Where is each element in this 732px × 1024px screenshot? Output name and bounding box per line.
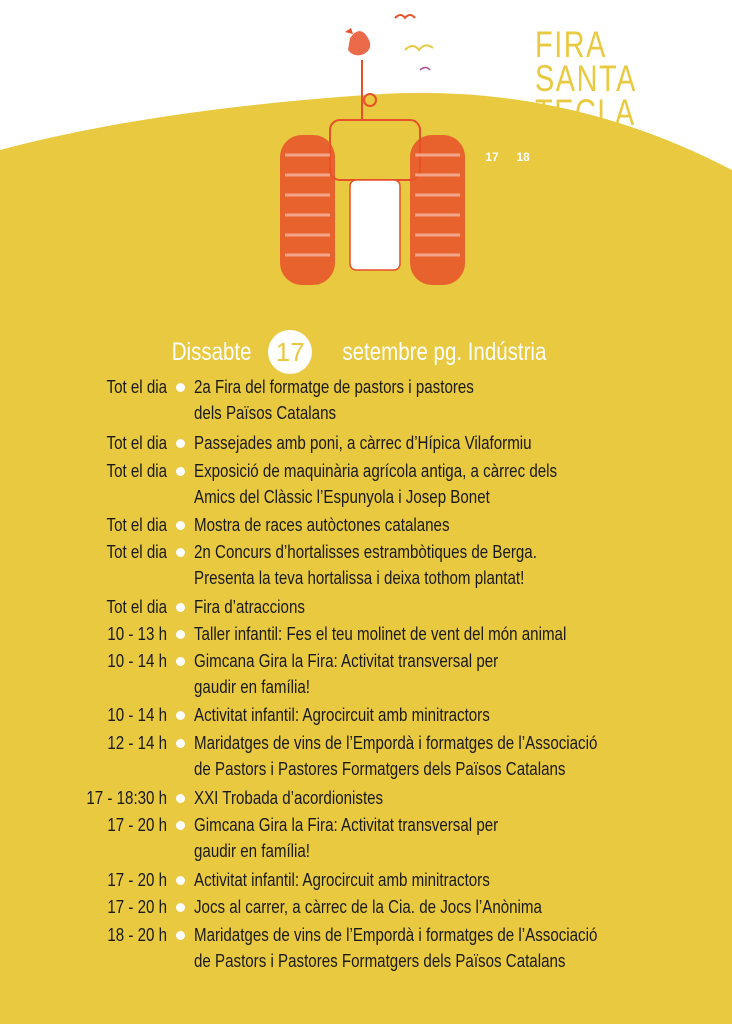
event-line: Activitat infantil: Agrocircuit amb minitractors — [194, 705, 490, 725]
event-description — [194, 621, 566, 647]
brand-subtitle — [538, 146, 611, 194]
day-heading — [0, 330, 732, 374]
event-time: 17 - 20 h — [107, 815, 167, 835]
event-line: dels Països Catalans — [194, 403, 337, 423]
event-description — [194, 785, 383, 811]
event-description — [194, 430, 532, 456]
day-badge: 17 — [481, 146, 503, 168]
event-description — [194, 512, 450, 538]
event-line: Mostra de races autòctones catalanes — [194, 515, 450, 535]
event-time: Tot el dia — [106, 433, 167, 453]
bullet-icon — [176, 711, 185, 720]
brand-title-line: SANTA — [535, 58, 637, 99]
event-line: gaudir en família! — [194, 841, 310, 861]
event-description — [194, 539, 537, 591]
event-time: 10 - 14 h — [107, 705, 167, 725]
bullet-icon — [176, 439, 185, 448]
event-description — [194, 894, 542, 920]
day-badge: 18 — [512, 146, 534, 168]
event-time: 17 - 18:30 h — [86, 788, 167, 808]
event-description — [194, 730, 597, 782]
event-line: 2a Fira del formatge de pastors i pastores — [194, 377, 474, 397]
bullet-icon — [176, 876, 185, 885]
event-description — [194, 648, 498, 700]
heading-day-badge: 17 — [268, 330, 312, 374]
event-line: Jocs al carrer, a càrrec de la Cia. de Jocs l’Anònima — [194, 897, 542, 917]
event-line: gaudir en família! — [194, 677, 310, 697]
event-time: Tot el dia — [106, 515, 167, 535]
event-line: Exposició de maquinària agrícola antiga, a càrrec dels — [194, 461, 558, 481]
brand-title-line: TECLA — [535, 92, 636, 133]
event-line: Maridatges de vins de l’Empordà i formatges de l’Associació — [194, 733, 598, 753]
event-description — [194, 458, 557, 510]
event-time: 10 - 13 h — [107, 624, 167, 644]
tractor-illustration — [270, 10, 480, 300]
event-time: 17 - 20 h — [107, 870, 167, 890]
event-time: Tot el dia — [106, 597, 167, 617]
bullet-icon — [176, 657, 185, 666]
bullet-icon — [176, 521, 185, 530]
event-description — [194, 812, 498, 864]
bullet-icon — [176, 383, 185, 392]
bullet-icon — [176, 630, 185, 639]
bullet-icon — [176, 603, 185, 612]
event-line: Maridatges de vins de l’Empordà i formatges de l’Associació — [194, 925, 598, 945]
event-line: Presenta la teva hortalissa i deixa tothom plantat! — [194, 568, 525, 588]
brand-city: BERGA — [538, 160, 585, 179]
bullet-icon — [176, 794, 185, 803]
event-line: XXI Trobada d’acordionistes — [194, 788, 384, 808]
event-description — [194, 867, 490, 893]
event-description — [194, 594, 305, 620]
event-description — [194, 702, 490, 728]
event-line: Activitat infantil: Agrocircuit amb minitractors — [194, 870, 490, 890]
bullet-icon — [176, 821, 185, 830]
event-line: Gimcana Gira la Fira: Activitat transversal per — [194, 651, 499, 671]
heading-prefix: Dissabte — [171, 337, 252, 366]
brand-month: SETEMBRE — [538, 144, 612, 163]
event-line: 2n Concurs d’hortalisses estrambòtiques de Berga. — [194, 542, 537, 562]
bullet-icon — [176, 931, 185, 940]
bullet-icon — [176, 739, 185, 748]
event-time: Tot el dia — [106, 377, 167, 397]
event-description — [194, 922, 597, 974]
event-time: Tot el dia — [106, 542, 167, 562]
heading-suffix: setembre pg. Indústria — [342, 337, 547, 366]
event-time: 18 - 20 h — [107, 925, 167, 945]
event-time: 12 - 14 h — [107, 733, 167, 753]
event-line: Passejades amb poni, a càrrec d’Hípica Vilaformiu — [194, 433, 532, 453]
brand-dates — [481, 146, 632, 194]
date-conjunction: i — [506, 149, 510, 165]
event-time: Tot el dia — [106, 461, 167, 481]
event-line: de Pastors i Pastores Formatgers dels Països Catalans — [194, 951, 566, 971]
event-line: Fira d’atraccions — [194, 597, 305, 617]
event-line: Gimcana Gira la Fira: Activitat transversal per — [194, 815, 499, 835]
brand-logo — [485, 24, 725, 195]
brand-title-line: FIRA — [535, 24, 607, 65]
brand-year: 2022 — [538, 176, 568, 195]
event-line: Amics del Clàssic l’Espunyola i Josep Bonet — [194, 487, 490, 507]
event-time: 10 - 14 h — [107, 651, 167, 671]
brand-title — [535, 24, 683, 133]
bullet-icon — [176, 903, 185, 912]
bullet-icon — [176, 548, 185, 557]
event-time: 17 - 20 h — [107, 897, 167, 917]
event-description — [194, 374, 474, 426]
event-line: Taller infantil: Fes el teu molinet de vent del món animal — [194, 624, 567, 644]
event-line: de Pastors i Pastores Formatgers dels Països Catalans — [194, 759, 566, 779]
bullet-icon — [176, 467, 185, 476]
